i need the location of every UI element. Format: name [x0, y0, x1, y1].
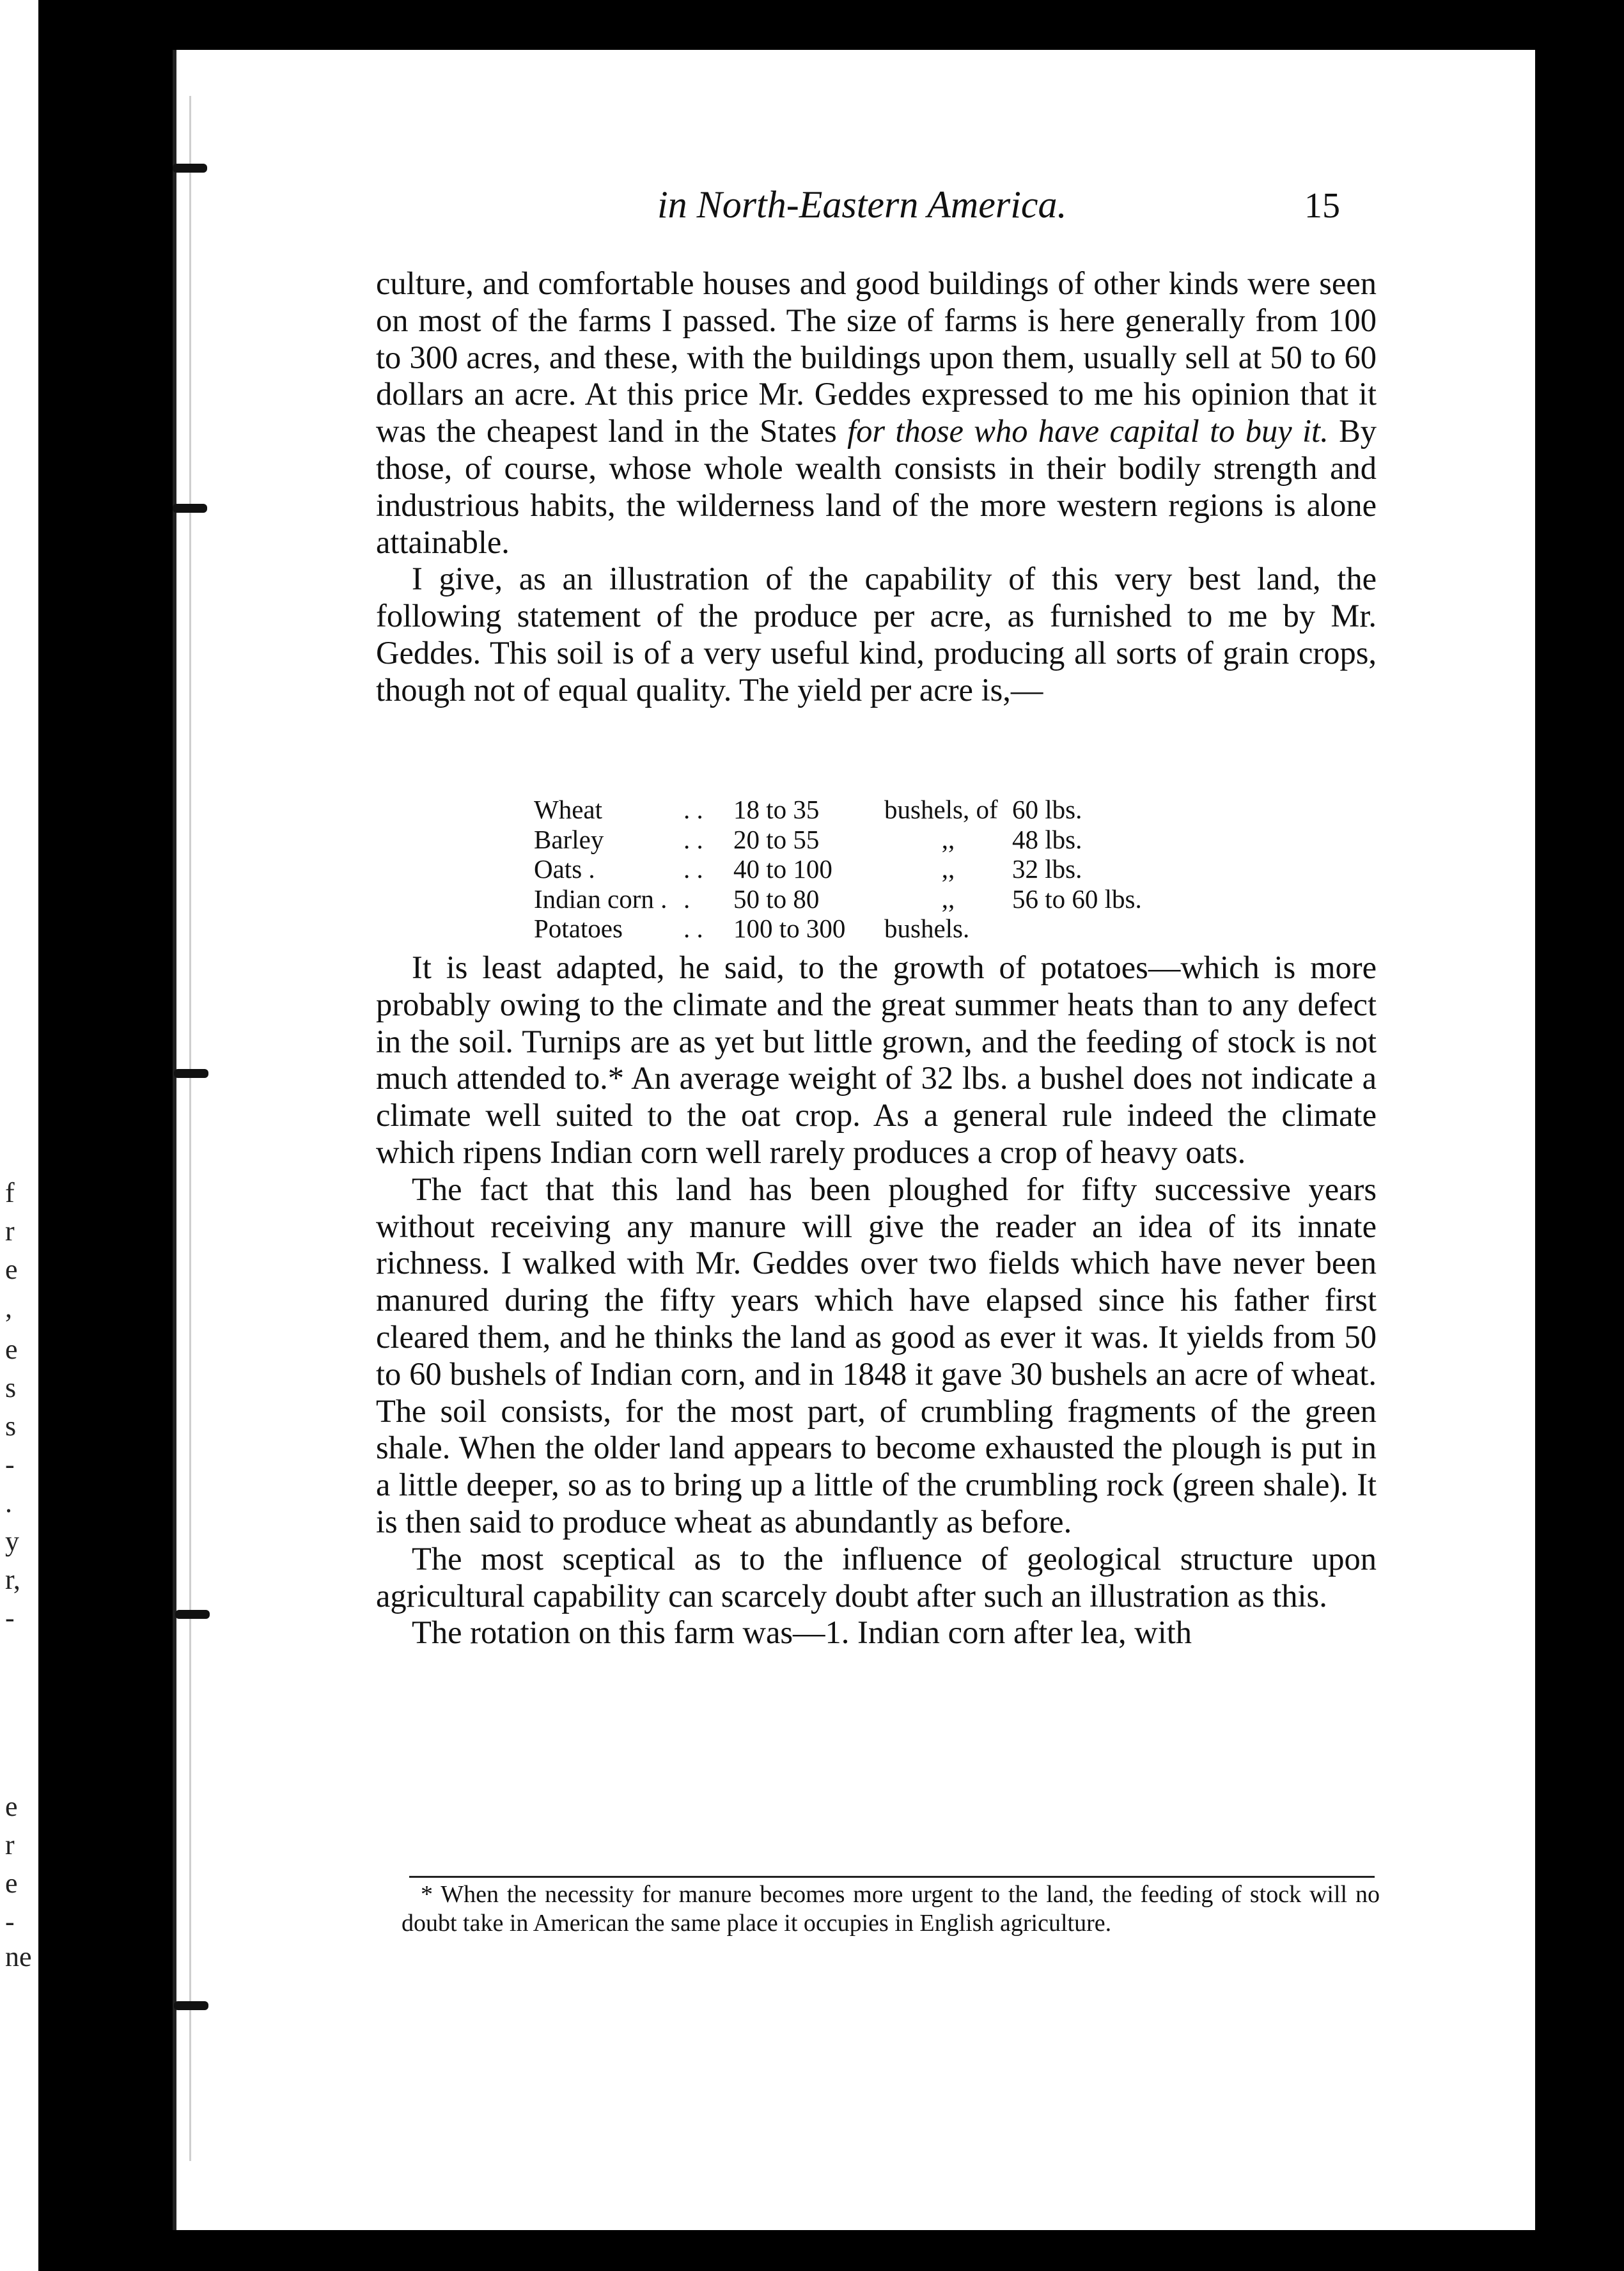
table-row	[534, 884, 1142, 914]
range-cell: 18 to 35	[733, 795, 820, 824]
leader-dots: . .	[683, 854, 703, 884]
margin-fragment: r,	[5, 1564, 20, 1595]
range-cell: 100 to 300	[733, 914, 846, 943]
table-row	[534, 914, 1142, 944]
table-row	[534, 795, 1142, 825]
text-block-lower	[376, 949, 1377, 1651]
paragraph: The fact that this land has been ploughed for fifty successive years without receiving any manure will give the reader an idea of its innate richness. I walked with Mr. Geddes over two fields which have never been manured during the fifty years which have elapsed since his father first cleared them, and he thinks the land as good as ever it was. It yields from 50 to 60 bushels of Indian corn, and in 1848 it gave 30 bushels an acre of wheat. The soil consists, for the most part, of crumbling fragments of the green shale. When the older land appears to become exhausted the plough is put in a little deeper, so as to bring up a little of the crumbling rock (green shale). It is then said to produce wheat as abundantly as before.	[376, 1171, 1377, 1540]
margin-fragment: r	[5, 1829, 15, 1861]
margin-fragment: s	[5, 1410, 17, 1442]
unit-cell: ,,	[941, 854, 955, 884]
italic-phrase: for those who have capital to buy it.	[847, 413, 1329, 449]
range-cell: 20 to 55	[733, 824, 820, 854]
margin-fragment: .	[5, 1487, 12, 1518]
margin-fragment: e	[5, 1334, 18, 1365]
unit-cell: ,,	[941, 884, 955, 914]
paragraph-text: By those, of course, whose whole wealth consists in their bodily strength and industrious habits, the wilderness land of the more western regions is alone attainable.	[376, 413, 1377, 560]
binding-stitch	[174, 2001, 208, 2010]
margin-fragment: r	[5, 1215, 15, 1247]
yield-table	[534, 795, 1142, 944]
footnote-text: * When the necessity for manure becomes more urgent to the land, the feeding of stock will no doubt take in American the same place it occupies in English agriculture.	[402, 1881, 1380, 1937]
margin-fragment: e	[5, 1868, 18, 1899]
binding-stitch	[175, 1610, 210, 1619]
running-title: in North-Eastern America.	[657, 183, 1067, 226]
leader-dots: . .	[683, 914, 703, 943]
unit-cell: bushels, of	[884, 795, 998, 824]
margin-fragment: y	[5, 1526, 19, 1557]
table-row	[534, 854, 1142, 884]
margin-fragment: s	[5, 1372, 17, 1403]
unit-cell: bushels.	[884, 914, 970, 943]
margin-fragment: -	[5, 1602, 15, 1634]
paragraph: The rotation on this farm was—1. Indian corn after lea, with	[412, 1614, 1192, 1651]
margin-fragment: e	[5, 1791, 18, 1822]
crop-cell: Indian corn .	[534, 884, 668, 914]
margin-fragment: -	[5, 1449, 15, 1480]
leader-dots: . .	[683, 824, 703, 854]
binding-stitch	[173, 504, 207, 513]
paragraph: I give, as an illustration of the capability of this very best land, the following statement of the produce per acre, as furnished to me by Mr. Geddes. This soil is of a very useful kind, producing all sorts of grain crops, though not of equal quality. The yield per acre is,—	[376, 561, 1377, 708]
weight-cell: 60 lbs.	[1012, 795, 1082, 824]
footnote-rule	[409, 1876, 1375, 1878]
weight-cell: 56 to 60 lbs.	[1012, 884, 1142, 914]
table-row	[534, 825, 1142, 855]
margin-fragment: ne	[5, 1941, 32, 1972]
weight-cell: 48 lbs.	[1012, 824, 1082, 854]
paragraph: The most sceptical as to the influence of geological structure upon agricultural capability can scarcely doubt after such an illustration as this.	[376, 1540, 1377, 1614]
crop-cell: Potatoes	[534, 914, 623, 943]
paragraph: It is least adapted, he said, to the growth of potatoes—which is more probably owing to the climate and the great summer heats than to any defect in the soil. Turnips are as yet but little grown, and the feeding of stock is not much attended to.* An average weight of 32 lbs. a bushel does not indicate a climate well suited to the oat crop. As a general rule indeed the climate which ripens Indian corn well rarely produces a crop of heavy oats.	[376, 949, 1377, 1170]
leader-dots: .	[683, 884, 691, 914]
range-cell: 40 to 100	[733, 854, 832, 884]
crop-cell: Oats .	[534, 854, 595, 884]
unit-cell: ,,	[941, 824, 955, 854]
crop-cell: Barley	[534, 824, 604, 854]
margin-fragment: f	[5, 1177, 15, 1208]
footnote	[402, 1880, 1380, 1938]
margin-fragment: e	[5, 1254, 18, 1285]
binding-stitch	[174, 1069, 208, 1078]
leader-dots: . .	[683, 795, 703, 824]
margin-fragment: ,	[5, 1292, 12, 1323]
text-block-upper	[376, 265, 1377, 709]
binding-stitch	[173, 164, 207, 173]
paragraph	[376, 265, 1377, 561]
binding-gutter-line	[189, 96, 191, 2161]
weight-cell: 32 lbs.	[1012, 854, 1082, 884]
range-cell: 50 to 80	[733, 884, 820, 914]
paragraph-text: culture, and comfortable houses and good buildings of other kinds were seen on most of the farms I passed. The size of farms is here generally from 100 to 300 acres, and these, with the buildings upon them, usually sell at 50 to 60 dollars an acre. At this price Mr. Geddes expressed to me his opinion that it was the cheapest land in the States	[376, 265, 1377, 449]
page-number: 15	[1304, 186, 1340, 226]
margin-fragment: -	[5, 1906, 15, 1937]
weight-cell	[1012, 914, 1142, 944]
crop-cell: Wheat	[534, 795, 602, 824]
adjacent-page-edge	[0, 0, 38, 2271]
